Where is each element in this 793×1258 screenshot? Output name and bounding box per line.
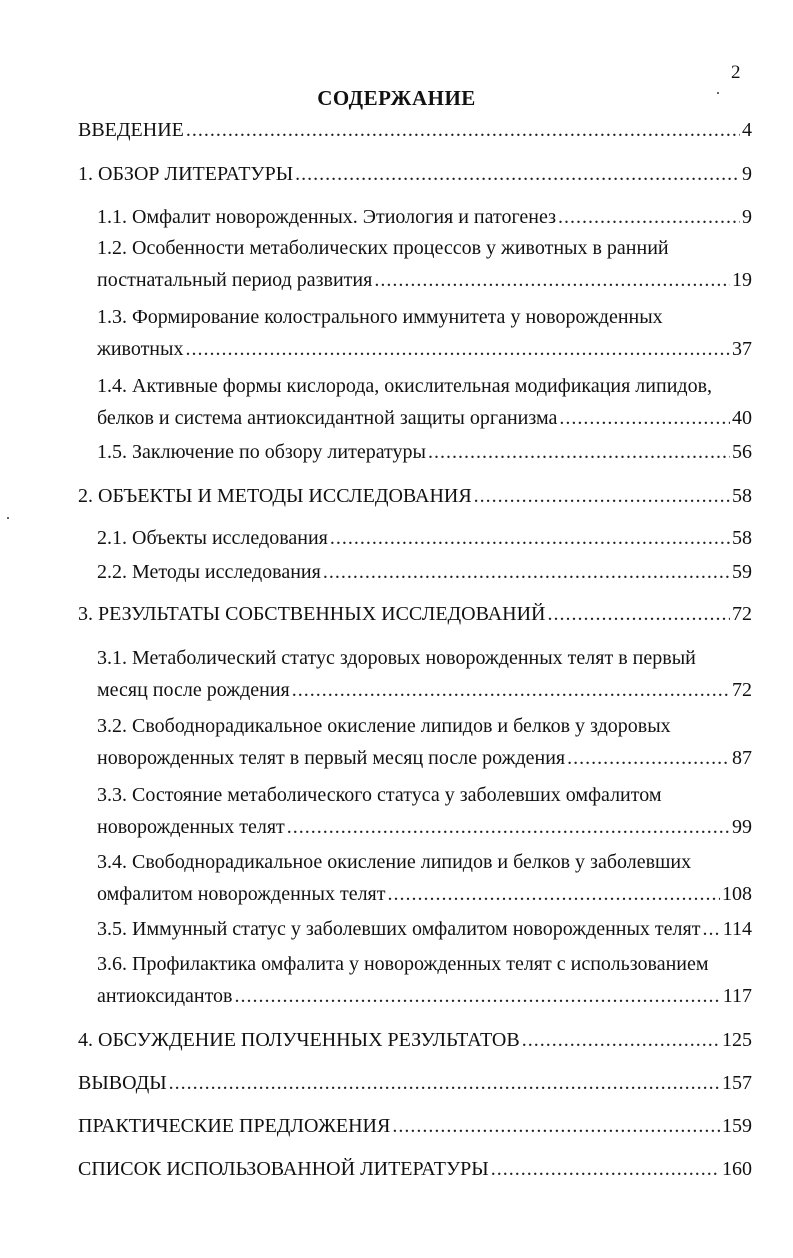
toc-entry-label: 1. ОБЗОР ЛИТЕРАТУРЫ — [78, 163, 294, 185]
dot-leader — [567, 748, 730, 768]
toc-entry-chapter-4[interactable] — [78, 1030, 752, 1050]
dot-leader — [323, 562, 730, 582]
toc-page-number: 72 — [732, 679, 752, 701]
toc-entry-label-first-line: 3.1. Метаболический статус здоровых новорожденных телят в первый — [97, 647, 696, 669]
toc-entry-section-1-3[interactable] — [97, 307, 752, 359]
toc-entry-references[interactable] — [78, 1159, 752, 1179]
dot-leader — [558, 207, 740, 227]
dot-leader — [292, 680, 730, 700]
toc-entry-practical-proposals[interactable] — [78, 1116, 752, 1136]
dot-leader — [522, 1030, 720, 1050]
dot-leader — [388, 884, 721, 904]
toc-entry-label: омфалитом новорожденных телят — [97, 883, 386, 905]
toc-entry-label: СПИСОК ИСПОЛЬЗОВАННОЙ ЛИТЕРАТУРЫ — [78, 1158, 489, 1180]
toc-entry-label-first-line: 1.2. Особенности метаболических процессов у животных в ранний — [97, 237, 669, 259]
toc-entry-section-1-5[interactable] — [97, 442, 752, 462]
scan-dot — [7, 517, 9, 519]
dot-leader — [235, 986, 721, 1006]
toc-entry-label: 2. ОБЪЕКТЫ И МЕТОДЫ ИССЛЕДОВАНИЯ — [78, 485, 472, 507]
dot-leader — [474, 486, 730, 506]
toc-entry-label: постнатальный период развития — [97, 269, 373, 291]
dot-leader — [547, 604, 730, 624]
toc-entry-section-3-1[interactable] — [97, 648, 752, 700]
toc-page-number: 58 — [732, 485, 752, 507]
toc-entry-label-first-line: 3.4. Свободнорадикальное окисление липидов и белков у заболевших — [97, 851, 692, 873]
toc-entry-chapter-3[interactable] — [78, 604, 752, 624]
toc-entry-label: месяц после рождения — [97, 679, 290, 701]
toc-entry-section-3-3[interactable] — [97, 785, 752, 837]
toc-page-number: 72 — [732, 603, 752, 625]
toc-entry-label: ВВЕДЕНИЕ — [78, 119, 184, 141]
dot-leader — [428, 442, 730, 462]
page-title: СОДЕРЖАНИЕ — [317, 86, 476, 110]
toc-page-number: 117 — [722, 985, 752, 1007]
toc-entry-section-3-6[interactable] — [97, 954, 752, 1006]
toc-page-number: 99 — [732, 816, 752, 838]
scan-dot — [717, 92, 719, 94]
toc-page-number: 40 — [732, 407, 752, 429]
toc-entry-label: 4. ОБСУЖДЕНИЕ ПОЛУЧЕННЫХ РЕЗУЛЬТАТОВ — [78, 1029, 520, 1051]
toc-page-number: 59 — [732, 561, 752, 583]
dot-leader — [287, 817, 730, 837]
toc-page-number: 4 — [742, 119, 752, 141]
toc-entry-section-1-2[interactable] — [97, 238, 752, 290]
dot-leader — [491, 1159, 720, 1179]
dot-leader — [374, 270, 730, 290]
toc-entry-label: новорожденных телят — [97, 816, 285, 838]
toc-entry-label-first-line: 3.6. Профилактика омфалита у новорожденных телят с использованием — [97, 953, 709, 975]
toc-entry-label: 1.1. Омфалит новорожденных. Этиология и патогенез — [97, 206, 557, 228]
toc-entry-label: 3.5. Иммунный статус у заболевших омфалитом новорожденных телят — [97, 918, 701, 940]
toc-entry-label: 3. РЕЗУЛЬТАТЫ СОБСТВЕННЫХ ИССЛЕДОВАНИЙ — [78, 603, 546, 625]
toc-page-number: 87 — [732, 747, 752, 769]
toc-page-number: 159 — [722, 1115, 752, 1137]
page-number: 2 — [731, 62, 741, 83]
toc-entry-conclusions[interactable] — [78, 1073, 752, 1093]
toc-entry-section-1-4[interactable] — [97, 376, 752, 428]
toc-entry-section-3-2[interactable] — [97, 716, 752, 768]
toc-entry-label-first-line: 1.4. Активные формы кислорода, окислительная модификация липидов, — [97, 375, 713, 397]
toc-entry-label: 2.1. Объекты исследования — [97, 527, 328, 549]
toc-page-number: 160 — [722, 1158, 752, 1180]
dot-leader — [186, 120, 740, 140]
toc-entry-chapter-1[interactable] — [78, 164, 752, 184]
toc-page-number: 19 — [732, 269, 752, 291]
toc-page-number: 114 — [722, 918, 752, 940]
toc-page-number: 9 — [742, 206, 752, 228]
toc-entry-section-2-1[interactable] — [97, 528, 752, 548]
toc-page-number: 58 — [732, 527, 752, 549]
toc-entry-label: антиоксидантов — [97, 985, 233, 1007]
toc-page-number: 9 — [742, 163, 752, 185]
toc-entry-label: новорожденных телят в первый месяц после рождения — [97, 747, 566, 769]
dot-leader — [330, 528, 730, 548]
dot-leader — [295, 164, 740, 184]
toc-entry-introduction[interactable] — [78, 120, 752, 140]
dot-leader — [702, 919, 720, 939]
toc-page-number: 157 — [722, 1072, 752, 1094]
toc-page-number: 37 — [732, 338, 752, 360]
toc-entry-section-3-4[interactable] — [97, 852, 752, 904]
toc-entry-label-first-line: 3.2. Свободнорадикальное окисление липидов и белков у здоровых — [97, 715, 671, 737]
dot-leader — [185, 339, 730, 359]
toc-entry-label: ПРАКТИЧЕСКИЕ ПРЕДЛОЖЕНИЯ — [78, 1115, 391, 1137]
toc-entry-label: белков и система антиоксидантной защиты организма — [97, 407, 558, 429]
toc-entry-chapter-2[interactable] — [78, 486, 752, 506]
toc-page-number: 56 — [732, 441, 752, 463]
toc-page-number: 108 — [722, 883, 752, 905]
dot-leader — [559, 408, 730, 428]
toc-entry-label: 1.5. Заключение по обзору литературы — [97, 441, 426, 463]
toc-entry-label-first-line: 1.3. Формирование колострального иммунитета у новорожденных — [97, 306, 663, 328]
toc-entry-section-2-2[interactable] — [97, 562, 752, 582]
dot-leader — [392, 1116, 720, 1136]
toc-entry-section-3-5[interactable] — [97, 919, 752, 939]
toc-entry-section-1-1[interactable] — [97, 207, 752, 227]
toc-page-number: 125 — [722, 1029, 752, 1051]
toc-entry-label-first-line: 3.3. Состояние метаболического статуса у заболевших омфалитом — [97, 784, 662, 806]
toc-entry-label: 2.2. Методы исследования — [97, 561, 321, 583]
toc-entry-label: животных — [97, 338, 184, 360]
dot-leader — [169, 1073, 720, 1093]
toc-entry-label: ВЫВОДЫ — [78, 1072, 167, 1094]
